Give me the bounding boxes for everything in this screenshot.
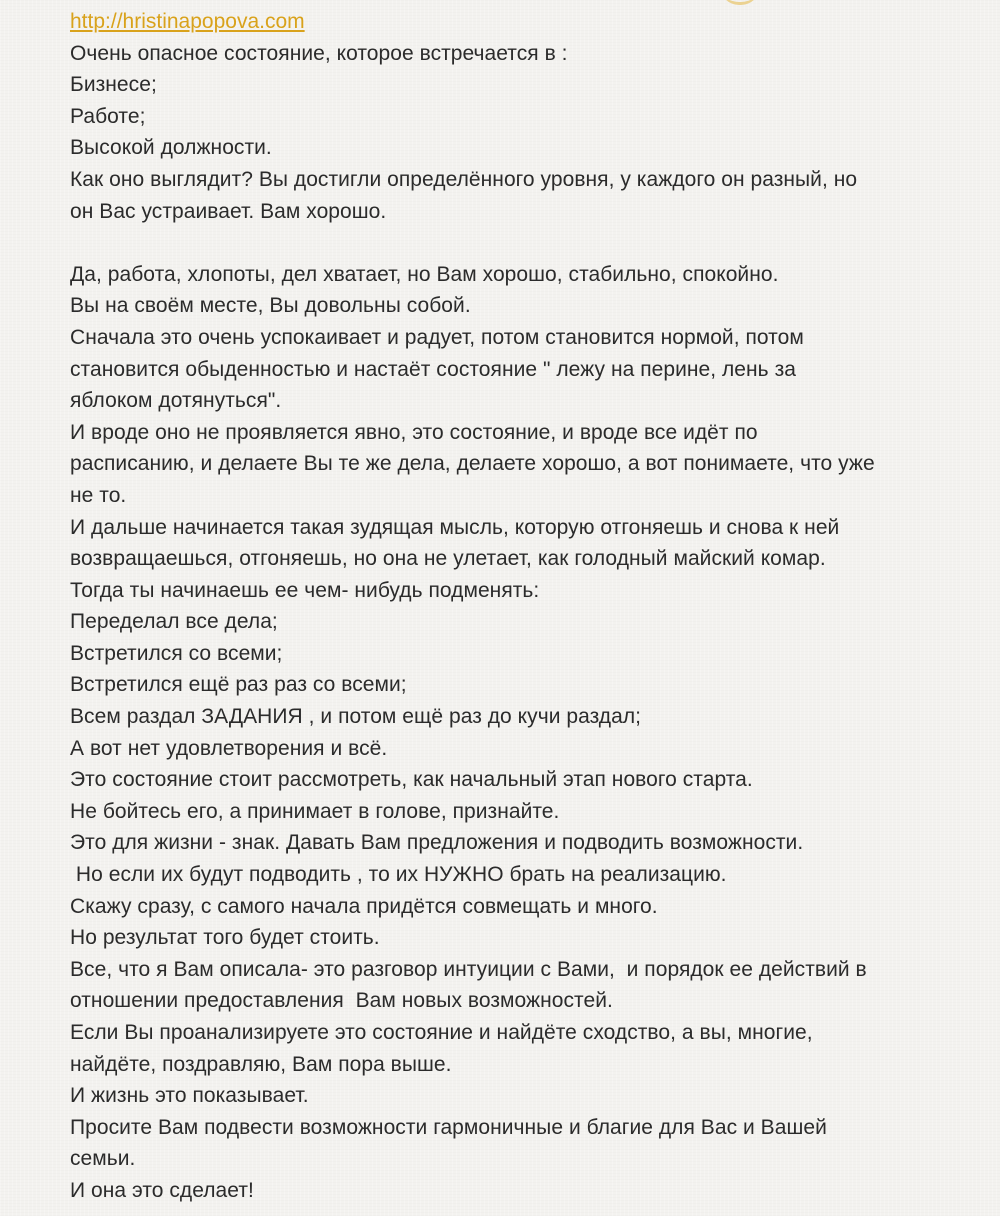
text-line: И вроде оно не проявляется явно, это состояние, и вроде все идёт по	[70, 420, 758, 444]
text-line: И дальше начинается такая зудящая мысль, которую отгоняешь и снова к ней	[70, 515, 840, 539]
text-line: Бизнесе;	[70, 73, 157, 97]
text-line: Не бойтесь его, а принимает в голове, признайте.	[70, 799, 560, 823]
text-line: Встретился со всеми;	[70, 641, 283, 665]
text-line: Но результат того будет стоить.	[70, 926, 380, 950]
text-line: Как оно выглядит? Вы достигли определённого уровня, у каждого он разный, но	[70, 167, 858, 191]
text-line: Работе;	[70, 104, 146, 128]
text-line: Это состояние стоит рассмотреть, как начальный этап нового старта.	[70, 768, 753, 792]
text-line: Просите Вам подвести возможности гармоничные и благие для Вас и Вашей	[70, 1115, 827, 1139]
text-line: семьи.	[70, 1147, 136, 1171]
text-line: Скажу сразу, с самого начала придётся совмещать и много.	[70, 894, 658, 918]
text-line: Тогда ты начинаешь ее чем- нибудь подменять:	[70, 578, 540, 602]
text-line: И она это сделает!	[70, 1178, 254, 1202]
website-link[interactable]: http://hristinapopova.com	[70, 10, 305, 33]
text-line: Да, работа, хлопоты, дел хватает, но Вам хорошо, стабильно, спокойно.	[70, 262, 779, 286]
text-line: И жизнь это показывает.	[70, 1084, 309, 1108]
text-line: он Вас устраивает. Вам хорошо.	[70, 199, 387, 223]
text-line: Высокой должности.	[70, 136, 272, 160]
text-line: Переделал все дела;	[70, 610, 278, 634]
text-line: яблоком дотянуться".	[70, 389, 282, 413]
text-line: возвращаешься, отгоняешь, но она не улетает, как голодный майский комар.	[70, 547, 826, 571]
cropped-top-decoration	[720, 0, 760, 5]
text-line: найдёте, поздравляю, Вам пора выше.	[70, 1052, 452, 1076]
note-document	[70, 6, 940, 1207]
text-line: Сначала это очень успокаивает и радует, потом становится нормой, потом	[70, 325, 804, 349]
text-line: отношении предоставления Вам новых возможностей.	[70, 989, 613, 1013]
text-line: Если Вы проанализируете это состояние и найдёте сходство, а вы, многие,	[70, 1021, 813, 1044]
text-line: становится обыденностью и настаёт состояние " лежу на перине, лень за	[70, 357, 796, 381]
note-body	[70, 38, 940, 1207]
blank-line	[70, 227, 940, 259]
text-line: Все, что я Вам описала- это разговор интуиции с Вами, и порядок ее действий в	[70, 957, 867, 981]
text-line: Встретился ещё раз раз со всеми;	[70, 673, 407, 697]
text-line: А вот нет удовлетворения и всё.	[70, 736, 388, 760]
text-line: Вы на своём месте, Вы довольны собой.	[70, 294, 471, 318]
text-line: не то.	[70, 483, 127, 507]
text-line: Это для жизни - знак. Давать Вам предложения и подводить возможности.	[70, 831, 804, 855]
text-line: расписанию, и делаете Вы те же дела, делаете хорошо, а вот понимаете, что уже	[70, 452, 875, 476]
text-line: Всем раздал ЗАДАНИЯ , и потом ещё раз до кучи раздал;	[70, 705, 642, 729]
text-line: Но если их будут подводить , то их НУЖНО брать на реализацию.	[70, 863, 727, 887]
text-line: Очень опасное состояние, которое встречается в :	[70, 41, 568, 65]
